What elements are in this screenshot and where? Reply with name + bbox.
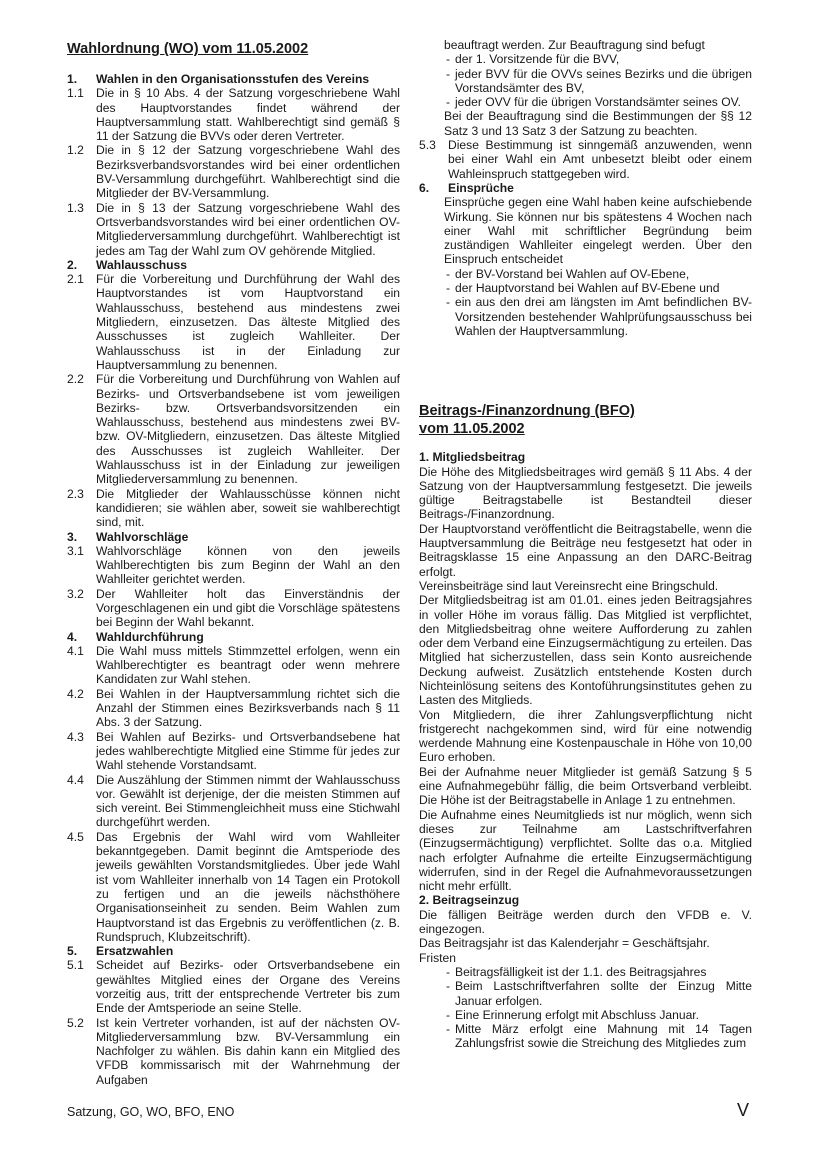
clause-number: 2.2 [67, 372, 84, 387]
clause-text: Die in § 13 der Satzung vorgeschriebene Wahl des Ortsverbandsvorstandes wird bei einer ordentlichen OV-Mitgliederversammlung durchgeführt. Wahlberechtigt ist jedes am Tag der Wahl zum OV gehörende Mitglied. [96, 200, 400, 258]
clause [67, 587, 400, 630]
subsection-heading: 2. Beitragseinzug [419, 893, 520, 908]
clause [67, 544, 400, 587]
paragraph: Das Beitragsjahr ist das Kalenderjahr = Geschäftsjahr. [419, 936, 710, 951]
clause-number: 4.3 [67, 729, 84, 744]
clause [67, 1016, 400, 1087]
page-number: V [737, 1100, 750, 1120]
list-item: - Mitte März erfolgt eine Mahnung mit 14 Tagen Zahlungsfrist sowie die Streichung des Mitgliedes zum [444, 1022, 752, 1051]
list-item: - Beitragsfälligkeit ist der 1.1. des Beitragsjahres [444, 965, 752, 979]
section-heading [67, 72, 400, 86]
clause [67, 958, 400, 1015]
clause-text: Bei Wahlen in der Hauptversammlung richtet sich die Anzahl der Stimmen eines Bezirksverbands nach § 11 Abs. 3 der Satzung. [96, 686, 400, 730]
section-title: Ersatzwahlen [96, 944, 174, 959]
paragraph: Bei der Beauftragung sind die Bestimmungen der §§ 12 Satz 3 und 13 Satz 3 der Satzung zu beachten. [444, 109, 752, 138]
clause [67, 773, 400, 830]
objections-block [419, 195, 752, 338]
section-heading [67, 630, 400, 644]
clause [67, 143, 400, 200]
section-number: 1. [67, 72, 78, 86]
right-column [419, 38, 752, 1051]
clause-text: Die in § 10 Abs. 4 der Satzung vorgeschriebene Wahl des Hauptvorstandes findet während der Hauptversammlung statt. Wahlberechtigt sind gemäß § 11 der Satzung die BVVs oder deren Vertreter. [96, 86, 400, 144]
paragraph: Die fälligen Beiträge werden durch den VFDB e. V. eingezogen. [419, 907, 752, 937]
section-number: 5. [67, 944, 78, 959]
clause-text: Für die Vorbereitung und Durchführung der Wahl des Hauptvorstandes ist vom Hauptvorstand ein Wahlausschuss, bestehend aus mindestens zwei Mitgliedern, einzusetzen. Das älteste Mitglied des Ausschusses ist zugleich Wahlleiter. Der Wahlausschuss ist in der Einladung zur Hauptversammlung zu benennen. [96, 272, 400, 372]
list-item: - der BV-Vorstand bei Wahlen auf OV-Ebene, [444, 267, 752, 281]
clause-number: 1.1 [67, 86, 84, 101]
subsection-heading: 1. Mitgliedsbeitrag [419, 450, 526, 465]
paragraph: Fristen [419, 950, 456, 965]
section-title: Wahlvorschläge [96, 529, 189, 544]
section-title: Einsprüche [448, 180, 514, 195]
list-item: - jeder OVV für die übrigen Vorstandsämter seines OV. [444, 95, 752, 109]
list-item: - Beim Lastschriftverfahren sollte der Einzug Mitte Januar erfolgen. [444, 979, 752, 1008]
clause-number: 5.2 [67, 1015, 84, 1030]
paragraph: Der Mitgliedsbeitrag ist am 01.01. eines jeden Beitragsjahres in voller Höhe im voraus fällig. Das Mitglied ist verpflichtet, den Mitgliedsbeitrag ohne weitere Aufforderung zu zahlen oder dem Verband eine Einzugsermächtigung zu erteilen. Das Mitglied hat sicherzustellen, dass sein Konto ausreichende Deckung aufweist. Zusätzlich entstehende Kosten durch Nichteinlösung seitens des Kontoführungsinstitutes gehen zu Lasten des Mitglieds. [419, 593, 752, 708]
footer-document-list: Satzung, GO, WO, BFO, ENO [67, 1105, 235, 1119]
clause-number: 2.1 [67, 272, 84, 287]
clause-number: 4.4 [67, 772, 84, 787]
list-item: - Eine Erinnerung erfolgt mit Abschluss Januar. [444, 1008, 752, 1022]
list-item: - der Hauptvorstand bei Wahlen auf BV-Ebene und [444, 281, 752, 295]
clause-number: 3.1 [67, 543, 84, 558]
clause-number: 1.3 [67, 200, 84, 215]
wo-title: Wahlordnung (WO) vom 11.05.2002 [67, 41, 309, 57]
clause-text: Ist kein Vertreter vorhanden, ist auf der nächsten OV-Mitgliederversammlung bzw. BV-Versammlung ein Nachfolger zu wählen. Bis dahin kann ein Mitglied des VFDB kommissarisch mit der Wahrnehmung der Aufgaben [96, 1015, 400, 1087]
paragraph: Die Höhe des Mitgliedsbeitrages wird gemäß § 11 Abs. 4 der Satzung von der Hauptversammlung festgesetzt. Die jeweils gültige Beitragstabelle ist Bestandteil dieser Beitrags-/Finanzordnung. [419, 464, 752, 522]
objections-list [444, 267, 752, 338]
clause-number: 4.2 [67, 686, 84, 701]
clause-text: Diese Bestimmung ist sinngemäß anzuwenden, wenn bei einer Wahl ein Amt unbesetzt bleibt oder einem Wahleinspruch stattgegeben wird. [448, 138, 752, 181]
paragraph: Die Aufnahme eines Neumitglieds ist nur möglich, wenn sich dieses zur Teilnahme am Lastschriftverfahren (Einzugsermächtigung) verpflichtet. Sollte das o.a. Mitglied nach erfolgter Aufnahme die erteilte Einzugsermächtigung widerrufen, sind in der Regel die Aufnahmevoraussetzungen nicht mehr erfüllt. [419, 807, 752, 894]
clause [67, 830, 400, 944]
section-number: 3. [67, 529, 78, 544]
clause [419, 138, 752, 181]
clause-text: Die in § 12 der Satzung vorgeschriebene Wahl des Bezirksverbandsvorstandes wird bei einer ordentlichen BV-Versammlung durchgeführt. Wahlberechtigt sind die Mitglieder der BV-Versammlung. [96, 143, 400, 201]
clause-text: Wahlvorschläge können von den jeweils Wahlberechtigten bis zum Beginn der Wahl an den Wahlleiter gerichtet werden. [96, 543, 400, 587]
clause [67, 372, 400, 486]
list-item: - der 1. Vorsitzende für die BVV, [444, 52, 752, 66]
clause [67, 86, 400, 143]
clause [67, 687, 400, 730]
clause [67, 644, 400, 687]
section-number: 2. [67, 257, 78, 272]
section-heading [67, 530, 400, 544]
clause [67, 272, 400, 372]
bfo-title-line: vom 11.05.2002 [419, 421, 525, 438]
section-number: 4. [67, 629, 78, 644]
clause-text: Scheidet auf Bezirks- oder Ortsverbandsebene ein gewähltes Mitglied eines der Organe des Vereins vorzeitig aus, tritt der entsprechende Vertreter bis zum Ende der Amtsperiode an seine Stelle. [96, 958, 400, 1016]
deadlines-list [419, 965, 752, 1051]
section-title: Wahldurchführung [96, 629, 204, 644]
section-title: Wahlausschuss [96, 257, 187, 272]
bfo-title-line: Beitrags-/Finanzordnung (BFO) [419, 403, 635, 420]
paragraph: Einsprüche gegen eine Wahl haben keine aufschiebende Wirkung. Sie können nur bis spätestens 4 Wochen nach einer Wahl mit schriftlicher Begründung beim zuständigen Wahlleiter eingelegt werden. Über den Einspruch entscheidet [444, 195, 752, 267]
clause-number: 5.1 [67, 958, 84, 973]
list-item: - ein aus den drei am längsten im Amt befindlichen BV-Vorsitzenden bestehender Wahlprüfungsausschuss bei Wahlen der Hauptversammlung. [444, 295, 752, 338]
clause-number: 2.3 [67, 486, 84, 501]
paragraph: Bei der Aufnahme neuer Mitglieder ist gemäß Satzung § 5 eine Aufnahmegebühr fällig, die beim Ortsverband verbleibt. Die Höhe ist der Beitragstabelle in Anlage 1 zu entnehmen. [419, 764, 752, 808]
clause-text: Bei Wahlen auf Bezirks- und Ortsverbandsebene hat jedes wahlberechtigte Mitglied eine Stimme für jedes zur Wahl stehende Vorstandsamt. [96, 729, 400, 773]
paragraph: beauftragt werden. Zur Beauftragung sind befugt [444, 38, 705, 52]
clause-text: Die Wahl muss mittels Stimmzettel erfolgen, wenn ein Wahlberechtigter es beantragt oder wenn mehrere Kandidaten zur Wahl stehen. [96, 643, 400, 687]
continued-text [419, 38, 752, 138]
list-item: - jeder BVV für die OVVs seines Bezirks und die übrigen Vorstandsämter des BV, [444, 67, 752, 96]
section-title: Wahlen in den Organisationsstufen des Vereins [96, 72, 370, 86]
clause-text: Der Wahlleiter holt das Einverständnis der Vorgeschlagenen ein und gibt die Vorschläge spätestens bei Beginn der Wahl bekannt. [96, 586, 400, 630]
clause-number: 5.3 [419, 138, 436, 153]
paragraph: Vereinsbeiträge sind laut Vereinsrecht eine Bringschuld. [419, 578, 719, 593]
clause-number: 4.1 [67, 643, 84, 658]
clause-text: Für die Vorbereitung und Durchführung von Wahlen auf Bezirks- und Ortsverbandsebene ist vom jeweiligen Bezirks- bzw. Ortsverbandsvorsitzenden ein Wahlausschuss, bestehend aus mindestens zwei BV- bzw. OV-Mitgliedern, einzusetzen. Das älteste Mitglied des Ausschusses ist zugleich Wahlleiter. Der Wahlausschuss ist in der Einladung zur jeweiligen Mitgliederversammlung zu benennen. [96, 372, 400, 487]
clause [67, 201, 400, 258]
section-heading [67, 258, 400, 272]
authorized-list [444, 52, 752, 109]
section-number: 6. [419, 180, 430, 195]
clause [67, 487, 400, 530]
clause-text: Das Ergebnis der Wahl wird vom Wahlleiter bekanntgegeben. Damit beginnt die Amtsperiode des jeweils gewählten Vorstandsmitgliedes. Über jede Wahl ist vom Wahlleiter innerhalb von 14 Tagen ein Protokoll zu fertigen und an die jeweils nächsthöhere Organisationseinheit zu senden. Beim Wahlen zum Hauptvorstand ist das Ergebnis zu veröffentlichen (z. B. Rundspruch, Klubzeitschrift). [96, 829, 400, 944]
bfo-title [419, 402, 752, 438]
paragraph: Der Hauptvorstand veröffentlicht die Beitragstabelle, wenn die Hauptversammlung die Beiträge neu festgesetzt hat oder in Beitragsklasse 15 eine Anpassung an den DARC-Beitrag erfolgt. [419, 521, 752, 579]
clause-number: 1.2 [67, 143, 84, 158]
clause-text: Die Auszählung der Stimmen nimmt der Wahlausschuss vor. Gewählt ist derjenige, der die meisten Stimmen auf sich vereint. Bei Stimmengleichheit muss eine Stichwahl durchgeführt werden. [96, 772, 400, 830]
paragraph: Von Mitgliedern, die ihrer Zahlungsverpflichtung nicht fristgerecht nachgekommen sind, wird für eine notwendig werdende Mahnung eine Kostenpauschale in Höhe von 10,00 Euro erhoben. [419, 707, 752, 765]
section-heading [419, 181, 752, 195]
clause [67, 730, 400, 773]
left-column [67, 40, 400, 1087]
clause-number: 4.5 [67, 829, 84, 844]
section-heading [67, 944, 400, 958]
clause-text: Die Mitglieder der Wahlausschüsse können nicht kandidieren; sie wählen aber, soweit sie wahlberechtigt sind, mit. [96, 486, 400, 530]
clause-number: 3.2 [67, 586, 84, 601]
